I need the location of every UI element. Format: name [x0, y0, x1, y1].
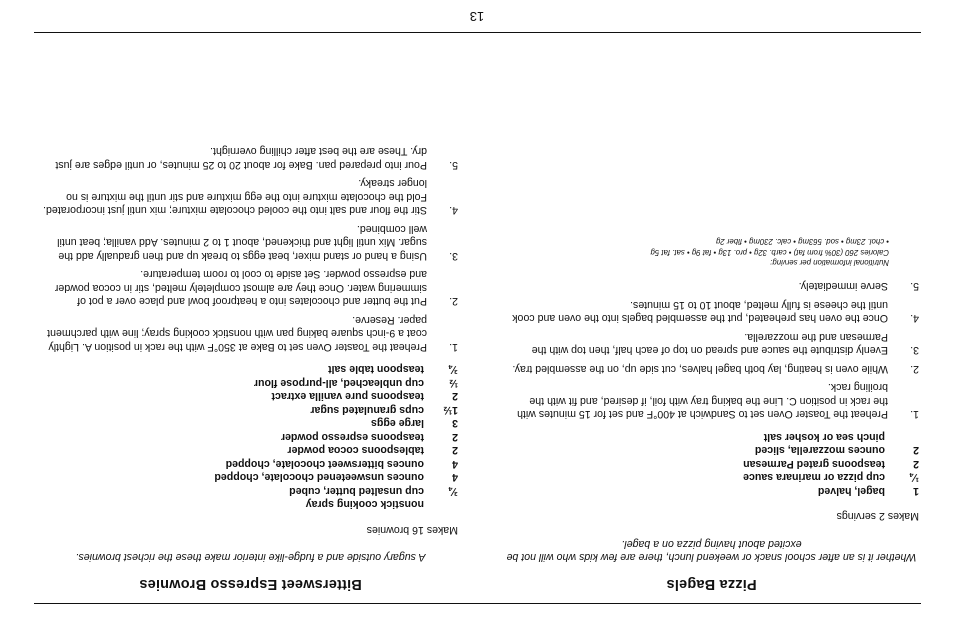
ingredient-item: teaspoons espresso powder	[280, 431, 424, 443]
recipe-pizza-bagels	[504, 236, 919, 590]
top-rule	[34, 603, 921, 604]
step-row	[504, 330, 919, 357]
nutrition-line: • chol. 23mg • sod. 563mg • calc. 230mg • fiber 2g	[715, 237, 889, 247]
step-text: Preheat the Toaster Oven set to Sandwich at 400°F and set for 15 minutes with the rack in position C. Line the baking tray with foil, if desired, and fit with the broiling rack.	[517, 381, 888, 421]
step-text: Stir the flour and salt into the cooled chocolate mixture; mix until just incorporated. Fold the chocolate mixture into the egg mixture and stir until the mixture is no longer streaky.	[43, 177, 427, 217]
step-number: 1.	[449, 341, 458, 353]
recipe-intro: A sugary outside and a fudge-like interior make these the richest brownies.	[75, 551, 426, 564]
ingredient-qty: ¾	[449, 485, 458, 497]
step-number: 5.	[449, 159, 458, 171]
ingredient-qty: 3	[452, 417, 458, 430]
step-row	[43, 267, 458, 308]
ingredient-item: ounces mozzarella, sliced	[754, 444, 885, 457]
ingredient-qty: 4	[452, 471, 458, 484]
ingredient-row	[504, 443, 919, 457]
ingredient-row	[43, 470, 458, 484]
ingredient-row	[43, 403, 458, 417]
ingredient-item: ounces bittersweet chocolate, chopped	[225, 458, 424, 470]
ingredient-qty	[424, 497, 458, 511]
step-number: 5.	[910, 280, 919, 293]
ingredient-qty: ¾	[449, 363, 458, 376]
ingredient-item: ounces unsweetened chocolate, chopped	[214, 471, 424, 484]
ingredient-row	[43, 484, 458, 498]
ingredient-item: cups granulated sugar	[310, 404, 424, 416]
step-row	[504, 298, 919, 325]
recipe-bittersweet-espresso-brownies	[43, 139, 458, 590]
step-text: Using a hand or stand mixer, beat eggs to break up and then gradually add the sugar. Mix until light and thickened, about 1 to 2 minutes. Add vanilla; beat until well combined.	[57, 223, 427, 262]
step-text: Put the butter and chocolates into a heatproof bowl and place over a pot of simmering water. Once they are almost completely melted, stir in cocoa powder and espresso powder. Set aside to cool to room temperature.	[54, 268, 427, 308]
step-number: 2.	[449, 295, 458, 308]
ingredient-item: nonstick cooking spray	[305, 498, 424, 511]
step-text: Pour into prepared pan. Bake for about 20 to 25 minutes, or until edges are just dry. These are the best after chilling overnight.	[55, 145, 427, 171]
recipe-title: Pizza Bagels	[666, 576, 757, 592]
step-row	[43, 144, 458, 171]
step-number: 4.	[910, 312, 919, 325]
step-row	[504, 362, 919, 376]
ingredient-list	[504, 430, 919, 498]
recipe-yield: Makes 2 servings	[836, 510, 919, 523]
step-row	[43, 313, 458, 354]
ingredient-item: teaspoons grated Parmesan	[743, 458, 885, 470]
ingredient-item: bagel, halved	[817, 485, 885, 497]
ingredient-row	[43, 362, 458, 376]
ingredient-row	[504, 430, 919, 444]
nutrition-line: Calories 260 (30% from fat) • carb. 32g • pro. 13g • fat 9g • sat. fat 5g	[650, 247, 889, 257]
step-number: 4.	[449, 204, 458, 217]
recipe-intro: Whether it is an after school snack or weekend lunch, there are few kids who will not be excited about having pizza on a bagel.	[506, 538, 917, 564]
step-text: While oven is heating, lay both bagel halves, cut side up, on the assembled tray.	[512, 363, 888, 375]
ingredient-item: teaspoons pure vanilla extract	[271, 390, 424, 403]
ingredient-row	[43, 430, 458, 444]
ingredient-qty: 2	[913, 458, 919, 470]
ingredient-row	[43, 376, 458, 390]
ingredient-row	[43, 457, 458, 471]
ingredient-qty: 1	[913, 485, 919, 497]
nutrition-info	[504, 236, 919, 267]
ingredient-qty: 2	[452, 390, 458, 403]
ingredient-qty: ¼	[910, 471, 919, 484]
recipe-title: Bittersweet Espresso Brownies	[139, 576, 362, 592]
ingredient-item: teaspoon table salt	[328, 363, 424, 376]
step-number: 1.	[910, 408, 919, 421]
step-text: Serve immediately.	[798, 280, 888, 293]
recipe-yield: Makes 16 brownies	[366, 524, 458, 536]
ingredient-qty: 4	[452, 458, 458, 470]
ingredient-list	[43, 362, 458, 511]
nutrition-heading: Nutritional information per serving:	[770, 258, 889, 267]
ingredient-row	[43, 389, 458, 403]
ingredient-row	[504, 484, 919, 498]
ingredient-item: cup pizza or marinara sauce	[743, 471, 885, 484]
step-list	[504, 279, 919, 421]
step-list	[43, 144, 458, 353]
ingredient-row	[504, 470, 919, 484]
step-row	[43, 222, 458, 263]
step-number: 3.	[449, 250, 458, 262]
step-text: Once the oven has preheated, put the assembled bagels into the oven and cook until the cheese is fully melted, about 10 to 15 minutes.	[512, 299, 888, 325]
ingredient-qty: 2	[913, 444, 919, 457]
ingredient-item: pinch sea or kosher salt	[763, 431, 885, 443]
step-row	[504, 380, 919, 421]
ingredient-qty: 1½	[443, 404, 458, 416]
ingredient-item: cup unbleached, all-purpose flour	[253, 377, 424, 389]
ingredient-item: large eggs	[371, 417, 424, 430]
step-row	[43, 176, 458, 217]
ingredient-item: cup unsalted butter, cubed	[289, 485, 424, 497]
step-number: 3.	[910, 344, 919, 357]
step-row	[504, 279, 919, 293]
page-number: 13	[469, 9, 485, 24]
ingredient-qty: ½	[449, 377, 458, 389]
ingredient-qty: 2	[452, 444, 458, 457]
ingredient-row	[43, 497, 458, 511]
step-number: 2.	[910, 363, 919, 375]
ingredient-qty: 2	[452, 431, 458, 443]
ingredient-row	[43, 443, 458, 457]
ingredient-row	[43, 416, 458, 430]
ingredient-qty	[885, 430, 919, 444]
ingredient-row	[504, 457, 919, 471]
step-text: Preheat the Toaster Oven set to Bake at 350°F with the rack in position A. Lightly coat a 9-inch square baking pan with nonstick cooking spray; line with parchment paper. Reserve.	[47, 314, 427, 353]
step-text: Evenly distribute the sauce and spread on top of each half, then top with the Parmesan and the mozzarella.	[531, 331, 888, 357]
ingredient-item: tablespoons cocoa powder	[287, 444, 424, 457]
